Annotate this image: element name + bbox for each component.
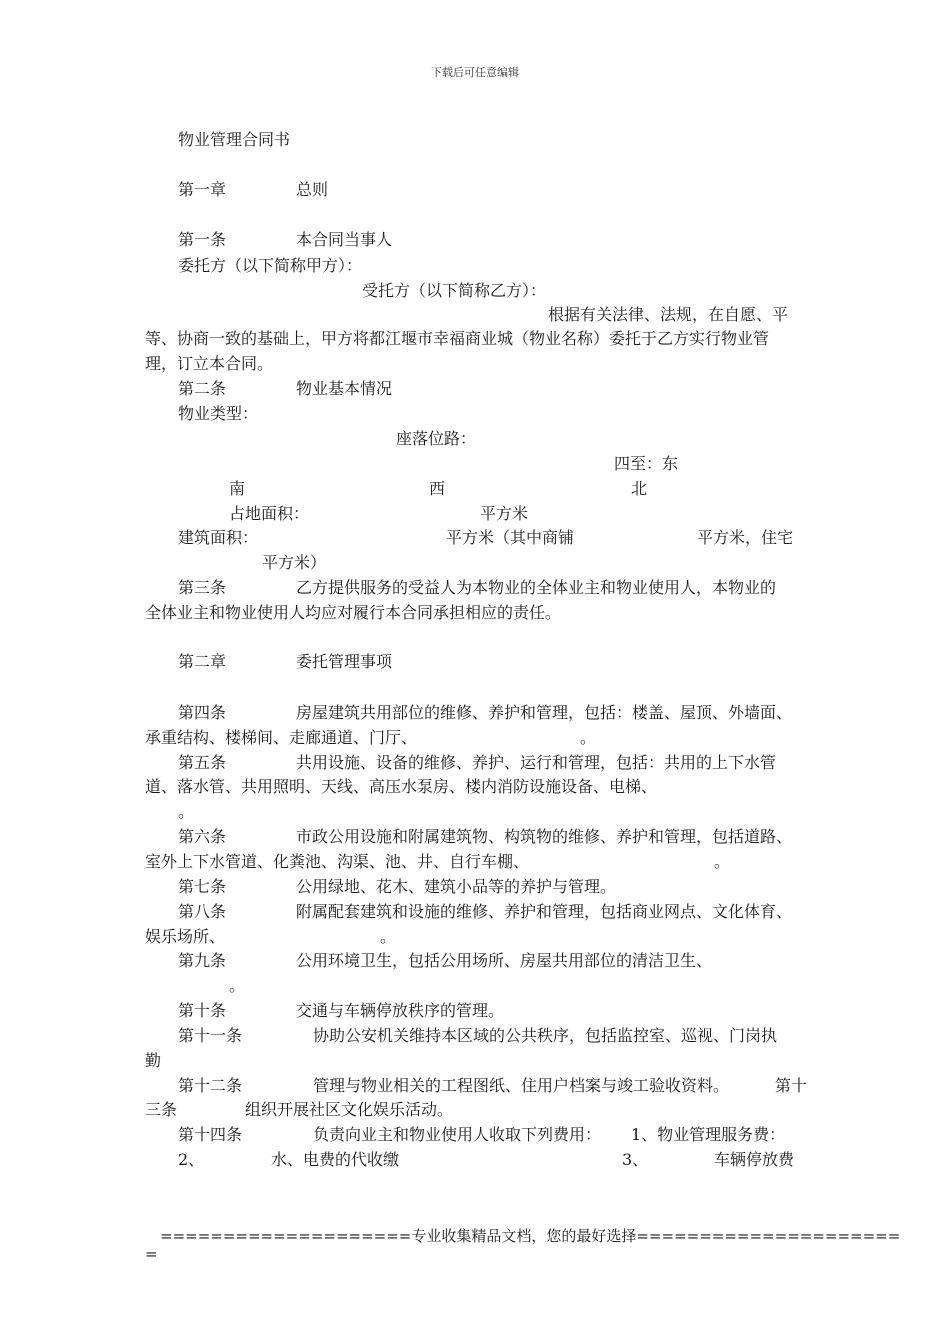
boundary-west: 西 bbox=[429, 479, 446, 498]
article-14-fee-3: 车辆停放费 bbox=[714, 1150, 795, 1169]
location: 座落位路： bbox=[396, 429, 477, 448]
article-11-line-1: 协助公安机关维持本区域的公共秩序，包括监控室、巡视、门岗执 bbox=[313, 1026, 778, 1045]
article-6-label: 第六条 bbox=[178, 827, 227, 846]
article-5-line-2: 道、落水管、共用照明、天线、高压水泵房、楼内消防设施设备、电梯、 bbox=[145, 777, 658, 796]
page-header: 下载后可任意编辑 bbox=[431, 66, 519, 79]
article-4-line-2: 承重结构、楼梯间、走廊通道、门厅、 bbox=[145, 728, 418, 747]
footer-banner: ====================专业收集精品文档，您的最好选择===================== bbox=[160, 1227, 901, 1245]
land-area-unit: 平方米 bbox=[480, 504, 529, 523]
article-8-line-2: 娱乐场所、 bbox=[145, 927, 226, 946]
article-1-label: 第一条 bbox=[178, 230, 227, 249]
article-13-text: 组织开展社区文化娱乐活动。 bbox=[245, 1100, 454, 1119]
article-5-end: 。 bbox=[178, 802, 195, 821]
article-3-label: 第三条 bbox=[178, 578, 227, 597]
article-14-fee-3-number: 3、 bbox=[622, 1150, 649, 1169]
article-2-label: 第二条 bbox=[178, 379, 227, 398]
article-10-text: 交通与车辆停放秩序的管理。 bbox=[296, 1001, 505, 1020]
article-1-title: 本合同当事人 bbox=[296, 230, 393, 249]
property-type: 物业类型： bbox=[178, 404, 259, 423]
preamble-line-3: 理，订立本合同。 bbox=[145, 354, 274, 373]
chapter-1-name: 总则 bbox=[296, 180, 329, 199]
article-13-label-part-1: 第十 bbox=[775, 1076, 808, 1095]
party-a: 委托方（以下简称甲方）： bbox=[178, 256, 363, 275]
article-3-line-1: 乙方提供服务的受益人为本物业的全体业主和物业使用人，本物业的 bbox=[296, 578, 777, 597]
article-5-line-1: 共用设施、设备的维修、养护、运行和管理，包括：共用的上下水管 bbox=[296, 753, 777, 772]
article-9-line-1: 公用环境卫生，包括公用场所、房屋共用部位的清洁卫生、 bbox=[296, 951, 713, 970]
boundary-south: 南 bbox=[229, 479, 246, 498]
article-4-line-1: 房屋建筑共用部位的维修、养护和管理，包括：楼盖、屋顶、外墙面、 bbox=[296, 703, 793, 722]
land-area-label: 占地面积： bbox=[229, 504, 310, 523]
chapter-1-label: 第一章 bbox=[178, 180, 227, 199]
article-7-text: 公用绿地、花木、建筑小品等的养护与管理。 bbox=[296, 877, 617, 896]
preamble-line-2: 等、协商一致的基础上，甲方将都江堰市幸福商业城（物业名称）委托于乙方实行物业管 bbox=[145, 329, 770, 348]
article-14-fee-2: 水、电费的代收缴 bbox=[271, 1150, 400, 1169]
article-3-line-2: 全体业主和物业使用人均应对履行本合同承担相应的责任。 bbox=[145, 603, 562, 622]
article-14-fee-1: 1、物业管理服务费： bbox=[631, 1125, 786, 1144]
article-4-label: 第四条 bbox=[178, 703, 227, 722]
article-14-fee-2-number: 2、 bbox=[178, 1150, 205, 1169]
chapter-2-name: 委托管理事项 bbox=[296, 652, 393, 671]
preamble-line-1: 根据有关法律、法规，在自愿、平 bbox=[548, 305, 789, 324]
article-2-title: 物业基本情况 bbox=[296, 379, 393, 398]
article-7-label: 第七条 bbox=[178, 877, 227, 896]
chapter-2-label: 第二章 bbox=[178, 652, 227, 671]
article-8-end: 。 bbox=[380, 927, 397, 946]
article-12-text: 管理与物业相关的工程图纸、住用户档案与竣工验收资料。 bbox=[313, 1076, 730, 1095]
article-11-line-2: 勤 bbox=[145, 1051, 162, 1070]
article-8-line-1: 附属配套建筑和设施的维修、养护和管理，包括商业网点、文化体育、 bbox=[296, 902, 793, 921]
party-b: 受托方（以下简称乙方）： bbox=[362, 281, 547, 300]
article-12-label: 第十二条 bbox=[178, 1076, 243, 1095]
building-area-residential: 平方米，住宅 bbox=[697, 528, 794, 547]
building-area-shops: 平方米（其中商铺 bbox=[446, 528, 575, 547]
article-5-label: 第五条 bbox=[178, 753, 227, 772]
article-14-label: 第十四条 bbox=[178, 1125, 243, 1144]
article-8-label: 第八条 bbox=[178, 902, 227, 921]
boundary-north: 北 bbox=[631, 479, 648, 498]
article-11-label: 第十一条 bbox=[178, 1026, 243, 1045]
building-area-end: 平方米） bbox=[262, 553, 327, 572]
article-4-end: 。 bbox=[580, 728, 597, 747]
article-9-end: 。 bbox=[229, 976, 246, 995]
article-9-label: 第九条 bbox=[178, 951, 227, 970]
document-title: 物业管理合同书 bbox=[178, 130, 291, 149]
footer-banner-tail: = bbox=[145, 1245, 158, 1263]
article-14-text: 负责向业主和物业使用人收取下列费用： bbox=[313, 1125, 602, 1144]
article-10-label: 第十条 bbox=[178, 1001, 227, 1020]
article-6-line-2: 室外上下水管道、化粪池、沟渠、池、井、自行车棚、 bbox=[145, 852, 530, 871]
boundary-east: 四至：东 bbox=[614, 454, 679, 473]
article-6-line-1: 市政公用设施和附属建筑物、构筑物的维修、养护和管理，包括道路、 bbox=[296, 827, 793, 846]
building-area-label: 建筑面积： bbox=[178, 528, 259, 547]
article-6-end: 。 bbox=[714, 852, 731, 871]
article-13-label-part-2: 三条 bbox=[145, 1100, 178, 1119]
